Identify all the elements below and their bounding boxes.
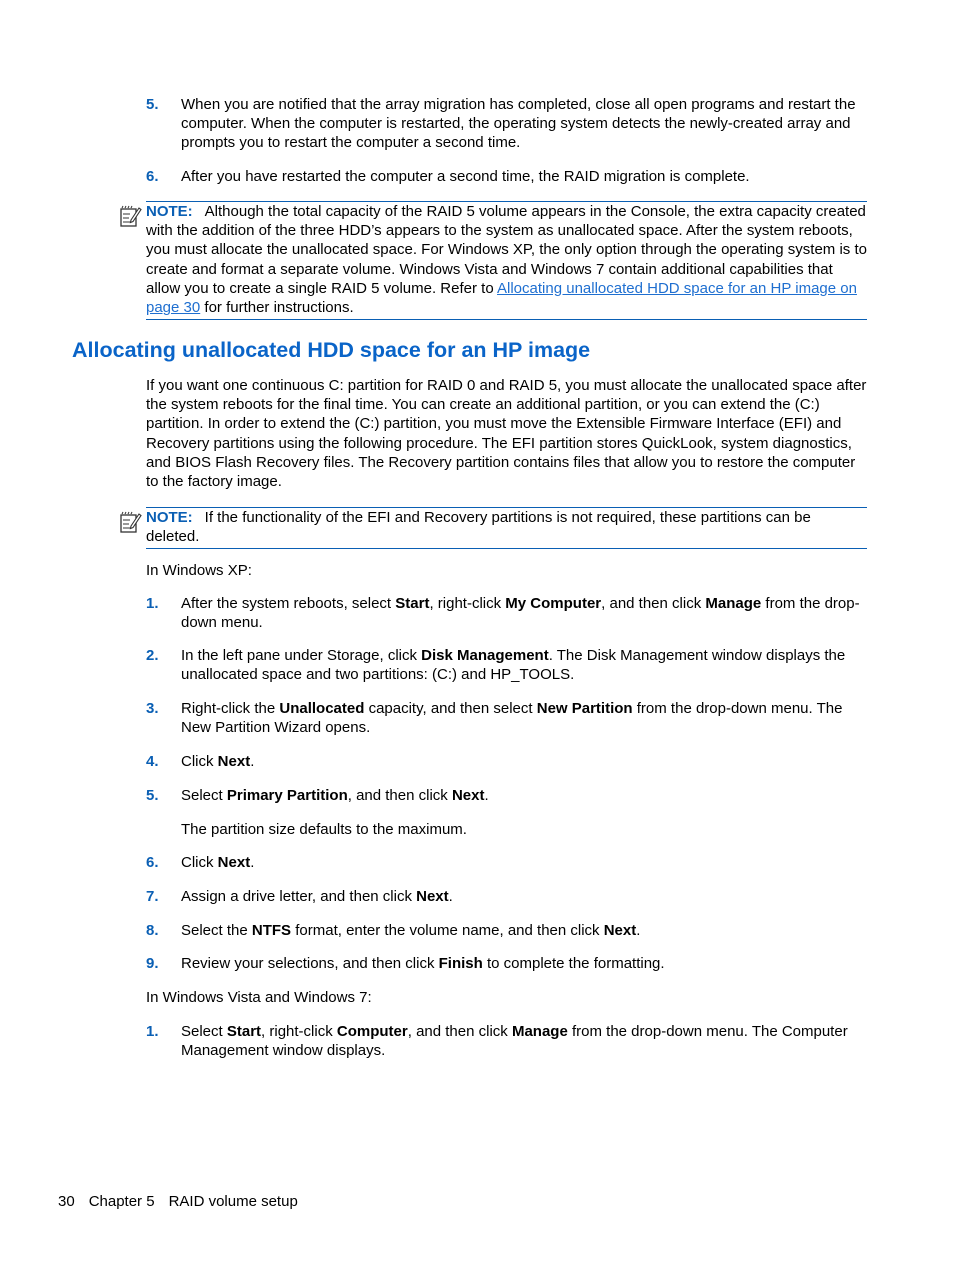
step-number: 9. (146, 955, 159, 972)
cross-reference-link[interactable]: Allocating unallocated HDD space for an HP image on page 30 (146, 279, 857, 317)
note-label: NOTE: (146, 509, 193, 526)
chapter-title: RAID volume setup (168, 1193, 298, 1210)
subsection-intro: In Windows Vista and Windows 7: (146, 989, 372, 1006)
step-text: Select Start, right-click Computer, and then click Manage from the drop-down menu. The Computer Management window displays. (181, 1023, 848, 1060)
step-number: 6. (146, 854, 159, 871)
note-box (146, 201, 867, 320)
list-item (146, 646, 868, 686)
step-text: Select Primary Partition, and then click Next. (181, 787, 489, 804)
list-item (146, 853, 868, 873)
step-number: 2. (146, 647, 159, 664)
step-number: 1. (146, 595, 159, 612)
step-text: Assign a drive letter, and then click Next. (181, 888, 453, 905)
list-item (146, 167, 868, 187)
page-number: 30 (58, 1193, 75, 1210)
step-number: 6. (146, 168, 159, 185)
page-footer (58, 1192, 312, 1211)
step-number: 3. (146, 700, 159, 717)
step-text: Click Next. (181, 854, 255, 871)
list-item (146, 921, 868, 941)
step-text: Select the NTFS format, enter the volume name, and then click Next. (181, 922, 641, 939)
list-item (146, 786, 868, 806)
intro-paragraph: If you want one continuous C: partition for RAID 0 and RAID 5, you must allocate the unallocated space after the system reboots for the final time. You can create an additional partition, or you can extend the (C:) partition. In order to extend the (C:) partition, you must move the Extensible Firmware Interface (EFI) and Recovery partitions using the following procedure. The EFI partition stores QuickLook, system diagnostics, and BIOS Flash Recovery files. The Recovery partition contains files that allow you to restore the computer to the factory image. (146, 377, 867, 491)
subsection-intro: In Windows XP: (146, 562, 252, 579)
step-number: 5. (146, 787, 159, 804)
step-number: 4. (146, 753, 159, 770)
step-text: In the left pane under Storage, click Disk Management. The Disk Management window displays the unallocated space and two partitions: (C:) and HP_TOOLS. (181, 647, 846, 684)
step-text: Review your selections, and then click Finish to complete the formatting. (181, 955, 665, 972)
note-text: Although the total capacity of the RAID 5 volume appears in the Console, the extra capacity created with the addition of the three HDD’s appears to the system as unallocated space. After the system reboots, you must allocate the unallocated space. For Windows XP, the only option through the operating system is to create and format a separate volume. Windows Vista and Windows 7 contain additional capabilities that allow you to create a single RAID 5 volume. Refer to (146, 203, 867, 297)
step-text: Right-click the Unallocated capacity, and then select New Partition from the drop-down menu. The New Partition Wizard opens. (181, 700, 843, 737)
step-number: 8. (146, 922, 159, 939)
section-heading: Allocating unallocated HDD space for an HP image (72, 338, 591, 362)
note-text-after: for further instructions. (200, 299, 354, 317)
step-number: 5. (146, 96, 159, 113)
list-item (146, 954, 868, 974)
step-text: Click Next. (181, 753, 255, 770)
chapter-label: Chapter 5 (88, 1193, 155, 1210)
list-item (146, 752, 868, 772)
step-number: 1. (146, 1023, 159, 1040)
step-text: After the system reboots, select Start, right-click My Computer, and then click Manage from the drop-down menu. (181, 595, 860, 632)
list-item (146, 594, 868, 634)
note-pencil-icon (118, 204, 142, 228)
note-text: If the functionality of the EFI and Recovery partitions is not required, these partitions can be deleted. (146, 509, 811, 546)
list-item (146, 1022, 868, 1062)
list-item (146, 95, 868, 153)
list-item (146, 887, 868, 907)
step-text: After you have restarted the computer a second time, the RAID migration is complete. (181, 168, 750, 185)
note-box (146, 507, 867, 549)
step-text: When you are notified that the array migration has completed, close all open programs and restart the computer. When the computer is restarted, the operating system detects the newly-created array and prompts you to restart the computer a second time. (181, 96, 856, 152)
note-pencil-icon (118, 510, 142, 534)
step-number: 7. (146, 888, 159, 905)
note-label: NOTE: (146, 203, 193, 220)
step-subnote: The partition size defaults to the maximum. (181, 821, 467, 838)
list-item (146, 699, 868, 739)
